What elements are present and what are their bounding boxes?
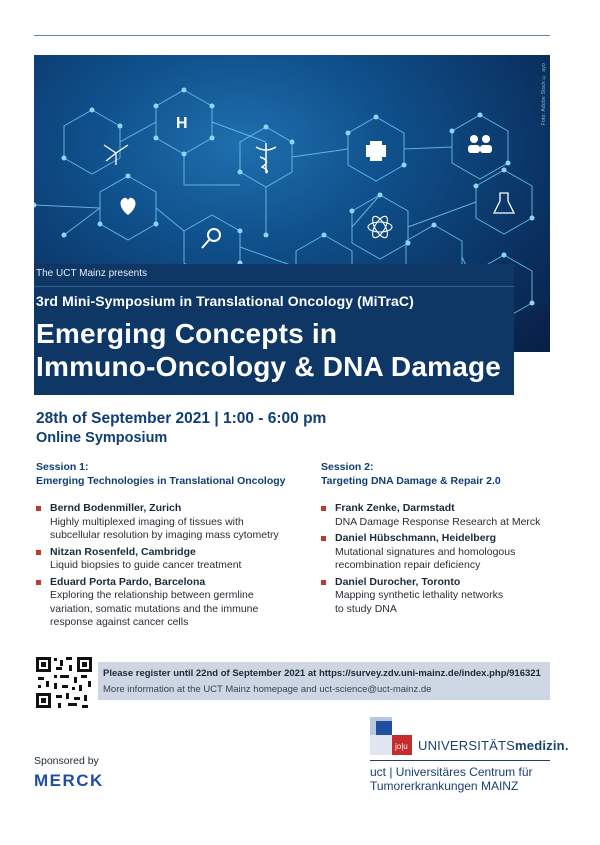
session-1-speakers — [36, 502, 306, 633]
people-icon — [468, 135, 492, 153]
registration-link[interactable]: Please register until 22nd of September 2021 at https://survey.zdv.uni-mainz.de/index.php/916321 — [103, 668, 541, 679]
speaker-item — [321, 532, 551, 573]
bullet-icon — [36, 506, 41, 511]
molecule-icon — [104, 145, 128, 165]
atom-icon — [368, 214, 392, 240]
session-heading: Session 1: — [36, 461, 89, 473]
magnifier-icon — [202, 229, 220, 248]
session-1-header — [36, 460, 286, 488]
svg-text:MERCK: MERCK — [34, 771, 104, 790]
speaker-name: Frank Zenke, Darmstadt — [335, 502, 455, 514]
speaker-item — [321, 576, 551, 617]
session-2-speakers — [321, 502, 551, 619]
top-divider — [34, 35, 550, 36]
speaker-item — [36, 546, 306, 573]
bullet-icon — [321, 506, 326, 511]
session-heading: Session 2: — [321, 461, 374, 473]
bullet-icon — [321, 536, 326, 541]
speaker-topic: DNA Damage Response Research at Merck — [335, 515, 541, 528]
university-name-prefix: UNIVERSITÄTS — [418, 738, 516, 753]
speaker-name: Daniel Hübschmann, Heidelberg — [335, 532, 497, 544]
heart-icon — [121, 198, 136, 215]
uct-divider — [370, 760, 550, 761]
svg-text:jo|u: jo|u — [395, 742, 408, 751]
event-subtitle: 3rd Mini-Symposium in Translational Oncology (MiTraC) — [36, 293, 414, 309]
hydrogen-icon: H — [176, 115, 188, 132]
bullet-icon — [321, 580, 326, 585]
event-date: 28th of September 2021 | 1:00 - 6:00 pm — [36, 410, 327, 427]
speaker-item — [36, 576, 306, 630]
speaker-name: Bernd Bodenmiller, Zurich — [50, 502, 182, 514]
banner-divider — [34, 286, 514, 287]
event-title — [36, 317, 501, 383]
uct-name-line-2: Tumorerkrankungen MAINZ — [370, 779, 519, 793]
speaker-name: Daniel Durocher, Toronto — [335, 575, 461, 588]
caduceus-icon — [256, 143, 276, 173]
more-info-text: More information at the UCT Mainz homepage and uct-science@uct-mainz.de — [103, 684, 432, 695]
speaker-item — [36, 502, 306, 543]
bullet-icon — [36, 550, 41, 555]
speaker-name: Nitzan Rosenfeld, Cambridge — [50, 545, 196, 558]
merck-logo — [34, 770, 124, 790]
title-line-1: Emerging Concepts in — [36, 318, 338, 349]
cross-icon — [366, 141, 386, 161]
speaker-item — [321, 502, 551, 529]
speaker-topic: Mapping synthetic lethality networks to study DNA — [335, 589, 504, 615]
uct-name-line-1: uct | Universitäres Centrum für — [370, 765, 533, 779]
speaker-topic: Highly multiplexed imaging of tissues with subcellular resolution by imaging mass cytometry — [50, 515, 279, 541]
university-name-bold: medizin. — [515, 738, 569, 753]
sponsored-by-label: Sponsored by — [34, 755, 99, 767]
speaker-topic: Liquid biopsies to guide cancer treatment — [50, 559, 242, 571]
qr-code-icon[interactable] — [34, 655, 94, 710]
event-format: Online Symposium — [36, 430, 168, 446]
university-name — [418, 738, 569, 753]
photo-credit: Foto: Adobe Stock © ayo — [541, 63, 547, 126]
presents-text: The UCT Mainz presents — [36, 268, 147, 279]
flask-icon — [494, 193, 514, 213]
session-title: Targeting DNA Damage & Repair 2.0 — [321, 475, 501, 487]
bullet-icon — [36, 580, 41, 585]
title-line-2: Immuno-Oncology & DNA Damage — [36, 351, 502, 382]
session-title: Emerging Technologies in Translational Oncology — [36, 475, 286, 487]
speaker-topic: Exploring the relationship between germline variation, somatic mutations and the immune response against cancer cells — [50, 589, 259, 628]
speaker-name: Eduard Porta Pardo, Barcelona — [50, 575, 206, 588]
speaker-topic: Mutational signatures and homologous recombination repair deficiency — [335, 545, 516, 571]
session-2-header — [321, 460, 501, 488]
